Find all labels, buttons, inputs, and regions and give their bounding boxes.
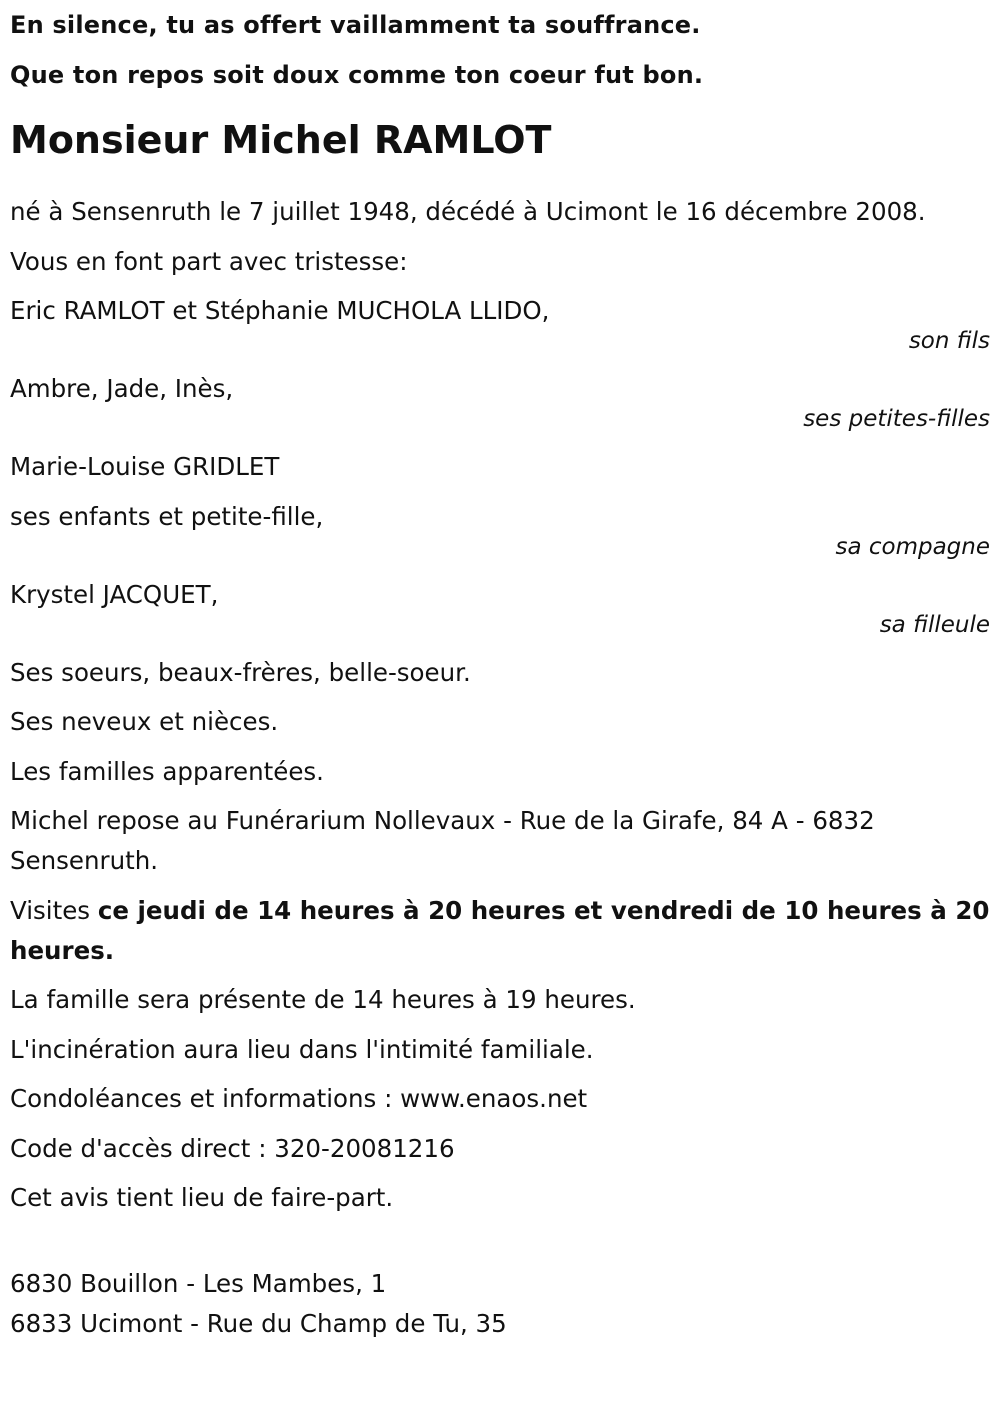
incineration-line: L'incinération aura lieu dans l'intimité familiale. [10,1034,594,1064]
goddaughter-name: Krystel JACQUET, [10,579,219,609]
address-bouillon: 6830 Bouillon - Les Mambes, 1 [10,1269,387,1298]
companion-name: Marie-Louise GRIDLET [10,452,280,481]
repose-line: Michel repose au Funérarium Nollevaux - Rue de la Girafe, 84 A - 6832 Sensenruth. [10,806,875,875]
announce-line: Vous en font part avec tristesse: [10,246,408,276]
birth-death-line: né à Sensenruth le 7 juillet 1948, décédé à Ucimont le 16 décembre 2008. [10,197,926,226]
family-present-line: La famille sera présente de 14 heures à 19 heures. [10,985,636,1014]
verse-line-2: Que ton repos soit doux comme ton coeur fut bon. [10,61,704,89]
goddaughter-relation: sa filleule [879,611,990,638]
nephews-line: Ses neveux et nièces. [10,707,279,736]
deceased-name: Monsieur Michel RAMLOT [10,118,552,162]
condolences-line: Condoléances et informations : www.enaos.net [10,1084,588,1113]
verse-block [10,0,990,100]
access-code-line: Code d'accès direct : 320-20081216 [10,1133,455,1163]
companion-family: ses enfants et petite-fille, [10,501,324,531]
visits-prefix: Visites [10,895,98,925]
address-ucimont: 6833 Ucimont - Rue du Champ de Tu, 35 [10,1309,507,1338]
companion-relation: sa compagne [835,533,990,560]
sisters-line: Ses soeurs, beaux-frères, belle-soeur. [10,657,471,687]
addresses-block [10,1264,990,1344]
granddaughters-relation: ses petites-filles [803,406,990,432]
visits-line [10,891,990,971]
notice-line: Cet avis tient lieu de faire-part. [10,1183,394,1212]
visits-schedule: ce jeudi de 14 heures à 20 heures et vendredi de 10 heures à 20 heures. [10,895,990,965]
son-names: Eric RAMLOT et Stéphanie MUCHOLA LLIDO, [10,296,550,325]
notice-body [10,192,990,1218]
son-relation: son fils [908,328,990,354]
families-line: Les familles apparentées. [10,756,324,786]
verse-line-1: En silence, tu as offert vaillamment ta souffrance. [10,11,701,39]
granddaughters-names: Ambre, Jade, Inès, [10,374,234,403]
